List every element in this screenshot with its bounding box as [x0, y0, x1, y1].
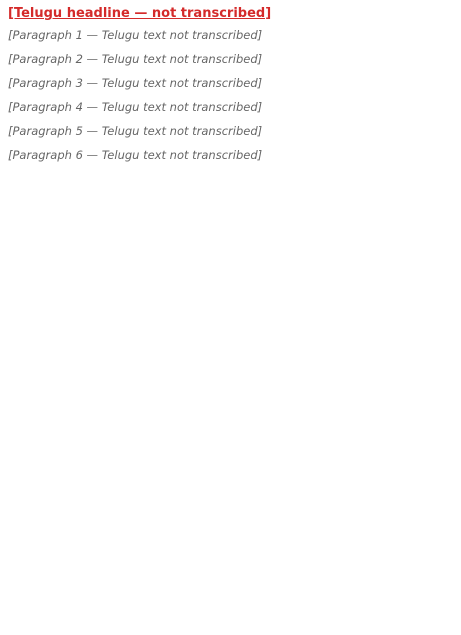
news-article	[8, 6, 452, 169]
article-headline: [Telugu headline — not transcribed]	[8, 6, 272, 21]
article-paragraph-1: [Paragraph 1 — Telugu text not transcribed]	[8, 28, 263, 42]
article-paragraph-4: [Paragraph 4 — Telugu text not transcribed]	[8, 100, 263, 114]
article-paragraph-2: [Paragraph 2 — Telugu text not transcribed]	[8, 52, 263, 66]
article-paragraph-3: [Paragraph 3 — Telugu text not transcribed]	[8, 76, 263, 90]
article-paragraph-6: [Paragraph 6 — Telugu text not transcribed]	[8, 148, 263, 162]
article-paragraph-5: [Paragraph 5 — Telugu text not transcribed]	[8, 124, 263, 138]
